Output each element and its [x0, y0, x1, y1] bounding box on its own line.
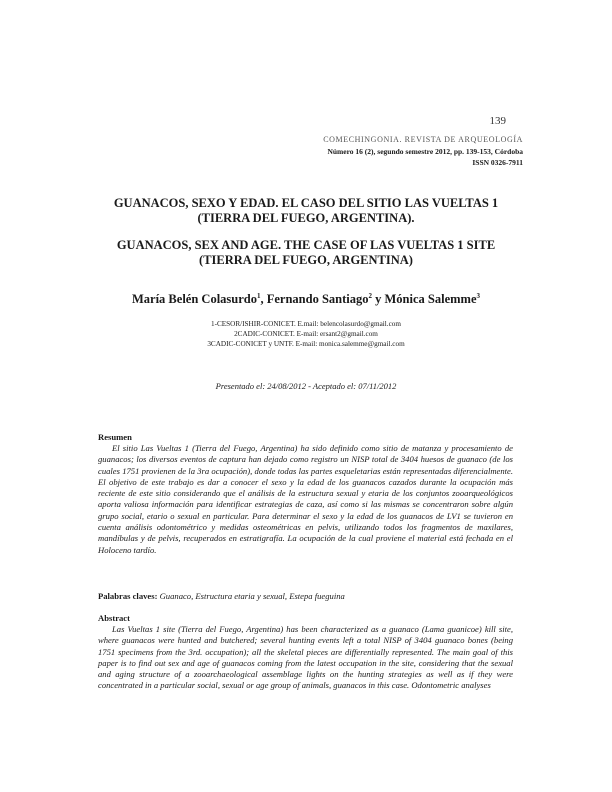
affiliation-line: 3CADIC-CONICET y UNTF. E-mail: monica.salemme@gmail.com [207, 340, 405, 348]
journal-issn: ISSN 0326-7911 [472, 158, 523, 167]
submission-dates: Presentado el: 24/08/2012 - Aceptado el: 07/11/2012 [215, 381, 397, 391]
author-name: Fernando Santiago [266, 292, 369, 307]
author-list [40, 292, 572, 307]
title-english-line1: GUANACOS, SEX AND AGE. THE CASE OF LAS VUELTAS 1 SITE [116, 238, 496, 252]
title-spanish-line2: (TIERRA DEL FUEGO, ARGENTINA). [197, 211, 415, 225]
resumen-heading: Resumen [98, 432, 132, 442]
title-english-line2: (TIERRA DEL FUEGO, ARGENTINA) [199, 253, 413, 267]
page-number: 139 [489, 115, 506, 127]
author-sup: 1 [256, 292, 261, 300]
author-sup: 2 [368, 292, 372, 300]
resumen-text: El sitio Las Vueltas 1 (Tierra del Fuego, Argentina) ha sido definido como sitio de matanza y procesamiento de guanacos; los diversos eventos de captura han dejado como registro un NISP total de 3404 huesos de guanaco (de los cuales 1751 provienen de la 3ra ocupación), donde todas las partes esqueletarias están representadas diferencialmente. El objetivo de este trabajo es dar a conocer el sexo y la edad de los guanacos cazados durante la ocupación más reciente de este sitio considerando que el análisis de la estructura sexual y etaria de los conjuntos zooarqueológicos aporta valiosa información para identificar estrategias de caza, así como si las mismas se concentraron sobre algún grupo social, etario o sexual en particular. Para determinar el sexo y la edad de los guanacos de LV1 se tuvieron en cuenta análisis odontométrico y medidas osteométricas en pelvis, utilizando todos los fragmentos de maxilares, mandíbulas y de pelvis, recuperados en estratigrafía. La ocupación de la cual proviene el material está fechada en el Holoceno tardío. [98, 443, 513, 555]
journal-header [323, 134, 523, 169]
author-name: María Belén Colasurdo [131, 292, 257, 307]
abstract-heading: Abstract [98, 613, 130, 623]
keywords-label: Palabras claves: [98, 591, 158, 601]
affiliations [40, 319, 572, 349]
author-name: Mónica Salemme [384, 292, 477, 307]
title-spanish-line1: GUANACOS, SEXO Y EDAD. EL CASO DEL SITIO LAS VUELTAS 1 [113, 196, 499, 210]
keywords [98, 591, 513, 601]
resumen-paragraph [98, 443, 513, 556]
author-separator: , [260, 292, 267, 307]
author-separator: y [372, 292, 385, 307]
journal-issue: Número 16 (2), segundo semestre 2012, pp. 139-153, Córdoba [327, 146, 523, 156]
abstract-text: Las Vueltas 1 site (Tierra del Fuego, Argentina) has been characterized as a guanaco (Lama guanicoe) kill site, where guanacos were hunted and butchered; several hunting events left a total NISP of 3404 guanaco bones (being 1751 specimens from the 3rd. occupation); all the skeletal pieces are differentially represented. The main goal of this paper is to find out sex and age of guanacos coming from the latest occupation in the site, considering that the sexual and aging structure of a zooarchaeological assemblage lights on the hunting strategies as well as if they were concentrated in a particular social, sexual or age group of animals, guanacos in this case. Odontometric analyses [98, 624, 513, 691]
affiliation-line: 2CADIC-CONICET. E-mail: ersant2@gmail.com [234, 330, 378, 338]
affiliation-line: 1-CESOR/ISHIR-CONICET. E.mail: belencolasurdo@gmail.com [211, 320, 401, 328]
abstract-paragraph [98, 624, 513, 692]
journal-name: COMECHINGONIA. REVISTA DE ARQUEOLOGÍA [323, 135, 523, 144]
keywords-text: Guanaco, Estructura etaria y sexual, Estepa fueguina [159, 591, 345, 601]
title-english [40, 238, 572, 268]
author-sup: 3 [476, 292, 480, 300]
title-spanish [40, 196, 572, 226]
